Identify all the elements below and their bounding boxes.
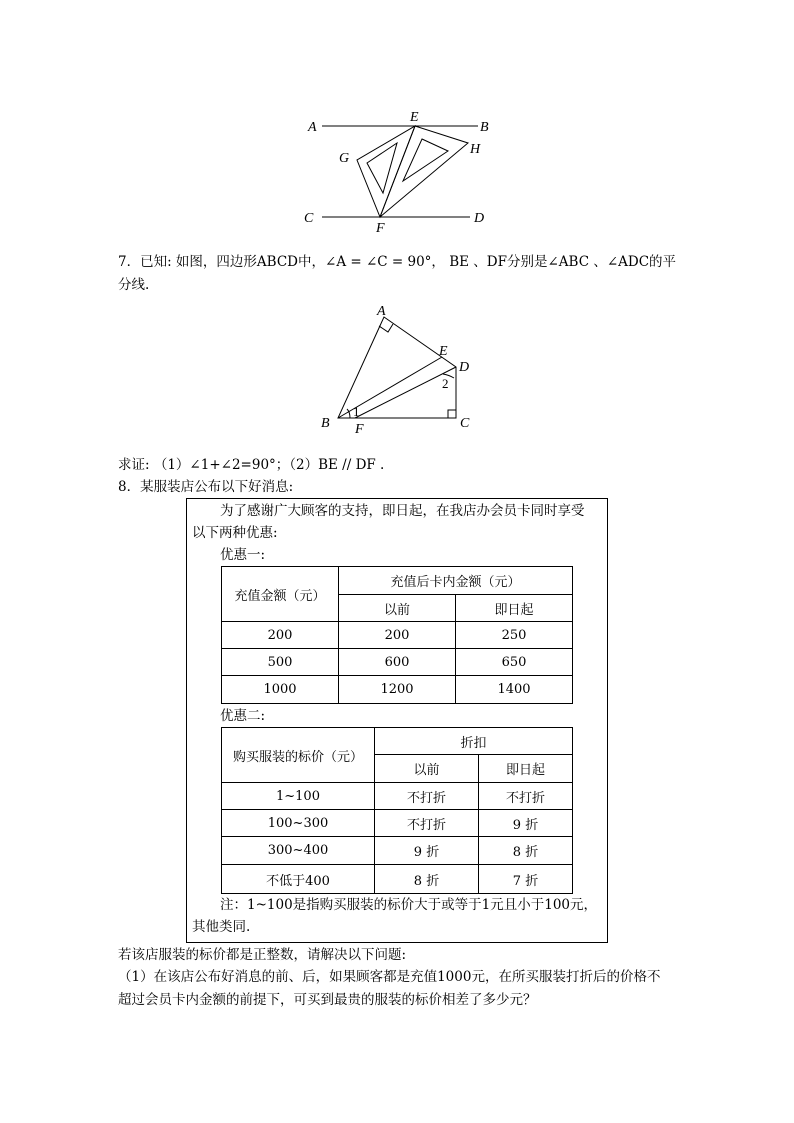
figure-parallel-lines — [300, 105, 500, 235]
table-row — [222, 622, 573, 649]
table-row — [222, 783, 573, 810]
table-row — [222, 865, 573, 894]
table-cell: 1000 — [222, 676, 339, 704]
table-cell: 300~400 — [222, 837, 375, 865]
table-cell: 9 折 — [479, 810, 573, 837]
table-cell: 650 — [456, 649, 573, 676]
label-G: G — [339, 151, 350, 166]
table2-header-before: 以前 — [375, 755, 479, 783]
label-D: D — [474, 211, 485, 226]
table-cell: 不打折 — [479, 783, 573, 810]
label-C: C — [304, 211, 314, 226]
proof-line: 求证: （1）∠1+∠2=90°；（2）BE // DF . — [118, 457, 385, 473]
sub1-line2: 超过会员卡内金额的前提下，可买到最贵的服装的标价相差了多少元？ — [118, 992, 537, 1008]
notice-line2: 以下两种优惠: — [192, 525, 278, 541]
table-cell: 8 折 — [375, 865, 479, 894]
table-discount — [221, 727, 573, 894]
table-cell: 200 — [222, 622, 339, 649]
note-line2: 其他类同. — [192, 919, 251, 935]
table-cell: 600 — [339, 649, 456, 676]
table-cell: 9 折 — [375, 837, 479, 865]
label-angle-2: 2 — [442, 376, 449, 391]
table-cell: 500 — [222, 649, 339, 676]
label-C: C — [460, 416, 470, 431]
table1-header-before: 以前 — [339, 595, 456, 622]
question-lead: 若该店服装的标价都是正整数，请解决以下问题: — [118, 947, 407, 963]
table1-header-after: 即日起 — [456, 595, 573, 622]
offer2-title: 优惠二: — [220, 708, 266, 724]
label-A: A — [308, 120, 317, 135]
note-line1: 注：1~100是指购买服装的标价大于或等于1元且小于100元， — [220, 897, 598, 913]
label-F: F — [355, 422, 364, 435]
table-cell: 不打折 — [375, 783, 479, 810]
table-row — [222, 810, 573, 837]
q7-line1: 7．已知: 如图，四边形ABCD中，∠A = ∠C = 90°， BE 、DF分别是∠ABC 、∠ADC的平 — [118, 254, 677, 270]
table2-header-price: 购买服装的标价（元） — [222, 728, 375, 783]
offer1-title: 优惠一: — [220, 547, 266, 563]
q8-intro: 8．某服装店公布以下好消息: — [118, 479, 294, 495]
figure-quadrilateral — [315, 305, 480, 435]
label-F: F — [376, 221, 385, 235]
table-row — [222, 676, 573, 704]
label-E: E — [439, 344, 448, 359]
table2-header-after: 即日起 — [479, 755, 573, 783]
notice-line1: 为了感谢广大顾客的支持，即日起，在我店办会员卡同时享受 — [220, 503, 585, 519]
sub1-line1: （1）在该店公布好消息的前、后，如果顾客都是充值1000元，在所买服装打折后的价格不 — [118, 969, 661, 985]
table-cell: 1400 — [456, 676, 573, 704]
table1-header-amount: 充值金额（元） — [222, 567, 339, 622]
table-cell: 不低于400 — [222, 865, 375, 894]
table-cell: 1~100 — [222, 783, 375, 810]
q7-line2: 分线. — [118, 277, 150, 293]
table-row — [222, 649, 573, 676]
label-B: B — [321, 416, 330, 431]
label-E: E — [410, 110, 419, 125]
table1-header-group: 充值后卡内金额（元） — [339, 567, 573, 595]
label-B: B — [480, 120, 489, 135]
table-cell: 250 — [456, 622, 573, 649]
table-cell: 1200 — [339, 676, 456, 704]
table-cell: 7 折 — [479, 865, 573, 894]
table-cell: 200 — [339, 622, 456, 649]
table-recharge — [221, 566, 573, 704]
table-row — [222, 837, 573, 865]
label-D: D — [459, 360, 470, 375]
table-cell: 不打折 — [375, 810, 479, 837]
label-angle-1: 1 — [353, 404, 360, 419]
label-A: A — [377, 305, 386, 319]
table-cell: 100~300 — [222, 810, 375, 837]
table2-header-group: 折扣 — [375, 728, 573, 755]
label-H: H — [470, 142, 481, 157]
table-cell: 8 折 — [479, 837, 573, 865]
